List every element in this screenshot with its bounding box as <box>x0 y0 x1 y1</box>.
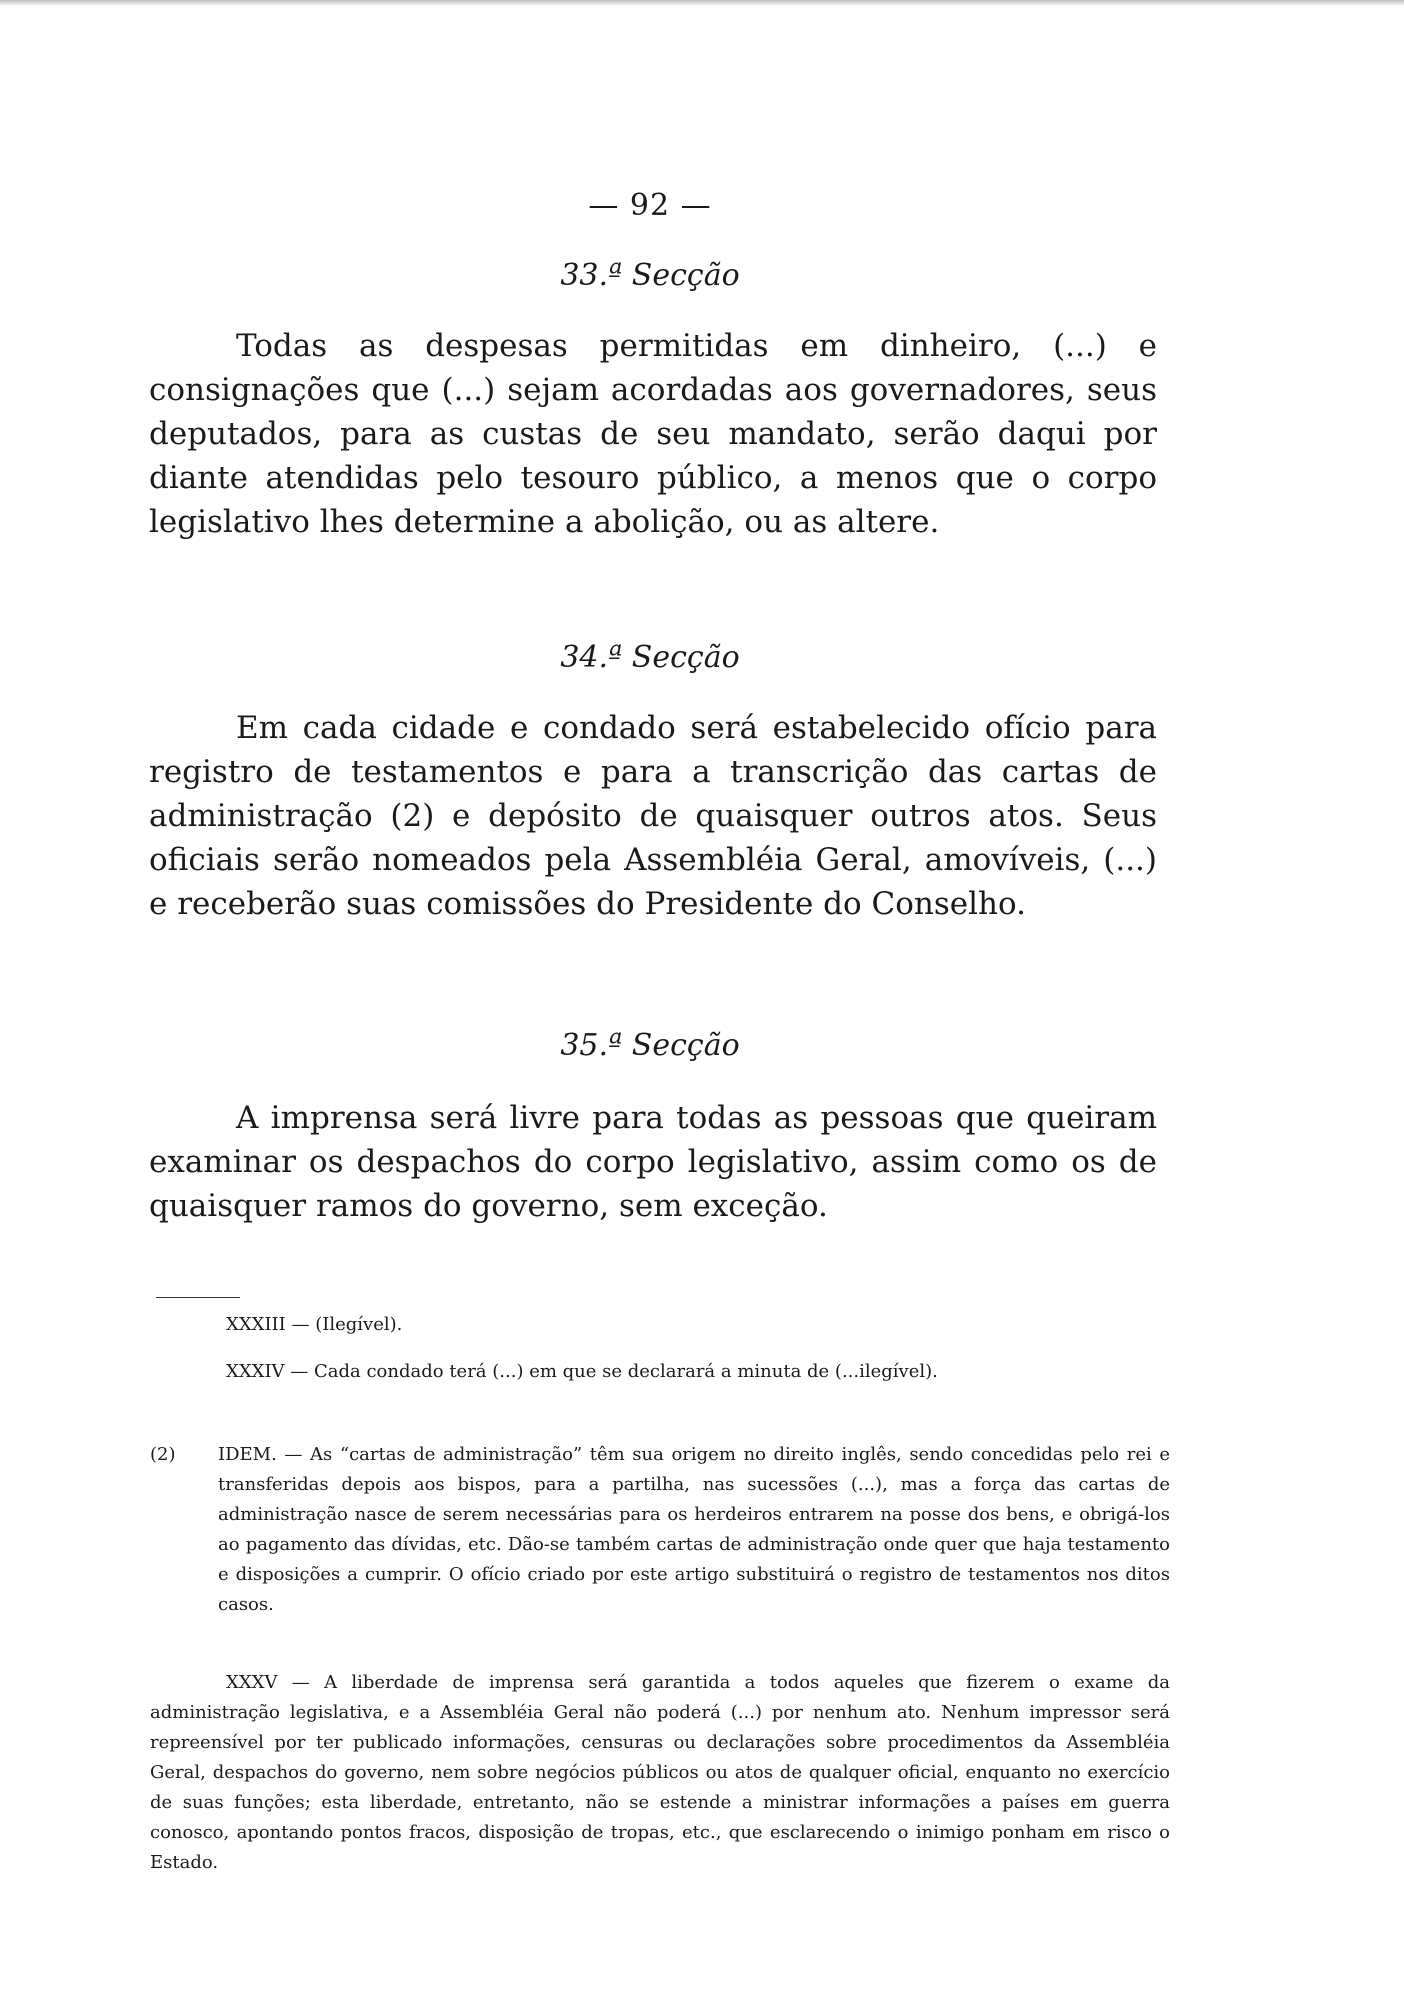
section-33-text: Todas as despesas permitidas em dinheiro, (...) e consignações que (...) sejam acordadas aos governadores, seus deputados, para as custas de seu mandato, serão daqui por diante atendidas pelo tesouro público, a menos que o corpo legislativo lhes determine a abolição, ou as altere. <box>149 328 1157 540</box>
section-34-heading: 34.ª Secção <box>560 640 740 675</box>
section-34-text: Em cada cidade e condado será estabelecido ofício para registro de testamentos e para a transcrição das cartas de administração (2) e depósito de quaisquer outros atos. Seus oficiais serão nomeados pela Assembléia Geral, amovíveis, (...) e receberão suas comissões do Presidente do Conselho. <box>149 710 1157 922</box>
footnote-2 <box>150 1440 1170 1620</box>
footnote-2-number: (2) <box>150 1444 176 1465</box>
section-33-heading: 33.ª Secção <box>560 258 740 293</box>
footnote-xxxiii: XXXIII — (Ilegível). <box>226 1314 403 1335</box>
section-35-heading: 35.ª Secção <box>560 1028 740 1063</box>
page-number: — 92 — <box>588 188 712 223</box>
footnote-divider <box>156 1297 240 1298</box>
footnote-xxxiv: XXXIV — Cada condado terá (...) em que se declarará a minuta de (...ilegível). <box>226 1361 938 1382</box>
section-35-text: A imprensa será livre para todas as pessoas que queiram examinar os despachos do corpo legislativo, assim como os de quaisquer ramos do governo, sem exceção. <box>149 1100 1157 1224</box>
footnote-xxxv: XXXV — A liberdade de imprensa será garantida a todos aqueles que fizerem o exame da administração legislativa, e a Assembléia Geral não poderá (...) por nenhum ato. Nenhum impressor será repreensível por ter publicado informações, censuras ou declarações sobre procedimentos da Assembléia Geral, despachos do governo, nem sobre negócios públicos ou atos de qualquer oficial, enquanto no exercício de suas funções; esta liberdade, entretanto, não se estende a ministrar informações a países em guerra conosco, apontando pontos fracos, disposição de tropas, etc., que esclarecendo o inimigo ponham em risco o Estado. <box>150 1672 1170 1873</box>
footnote-2-text: IDEM. — As “cartas de administração” têm sua origem no direito inglês, sendo concedidas pelo rei e transferidas depois aos bispos, para a partilha, nas sucessões (...), mas a força das cartas de administração nasce de serem necessárias para os herdeiros entrarem na posse dos bens, e obrigá-los ao pagamento das dívidas, etc. Dão-se também cartas de administração onde quer que haja testamento e disposições a cumprir. O ofício criado por este artigo substituirá o registro de testamentos nos ditos casos. <box>218 1444 1170 1615</box>
